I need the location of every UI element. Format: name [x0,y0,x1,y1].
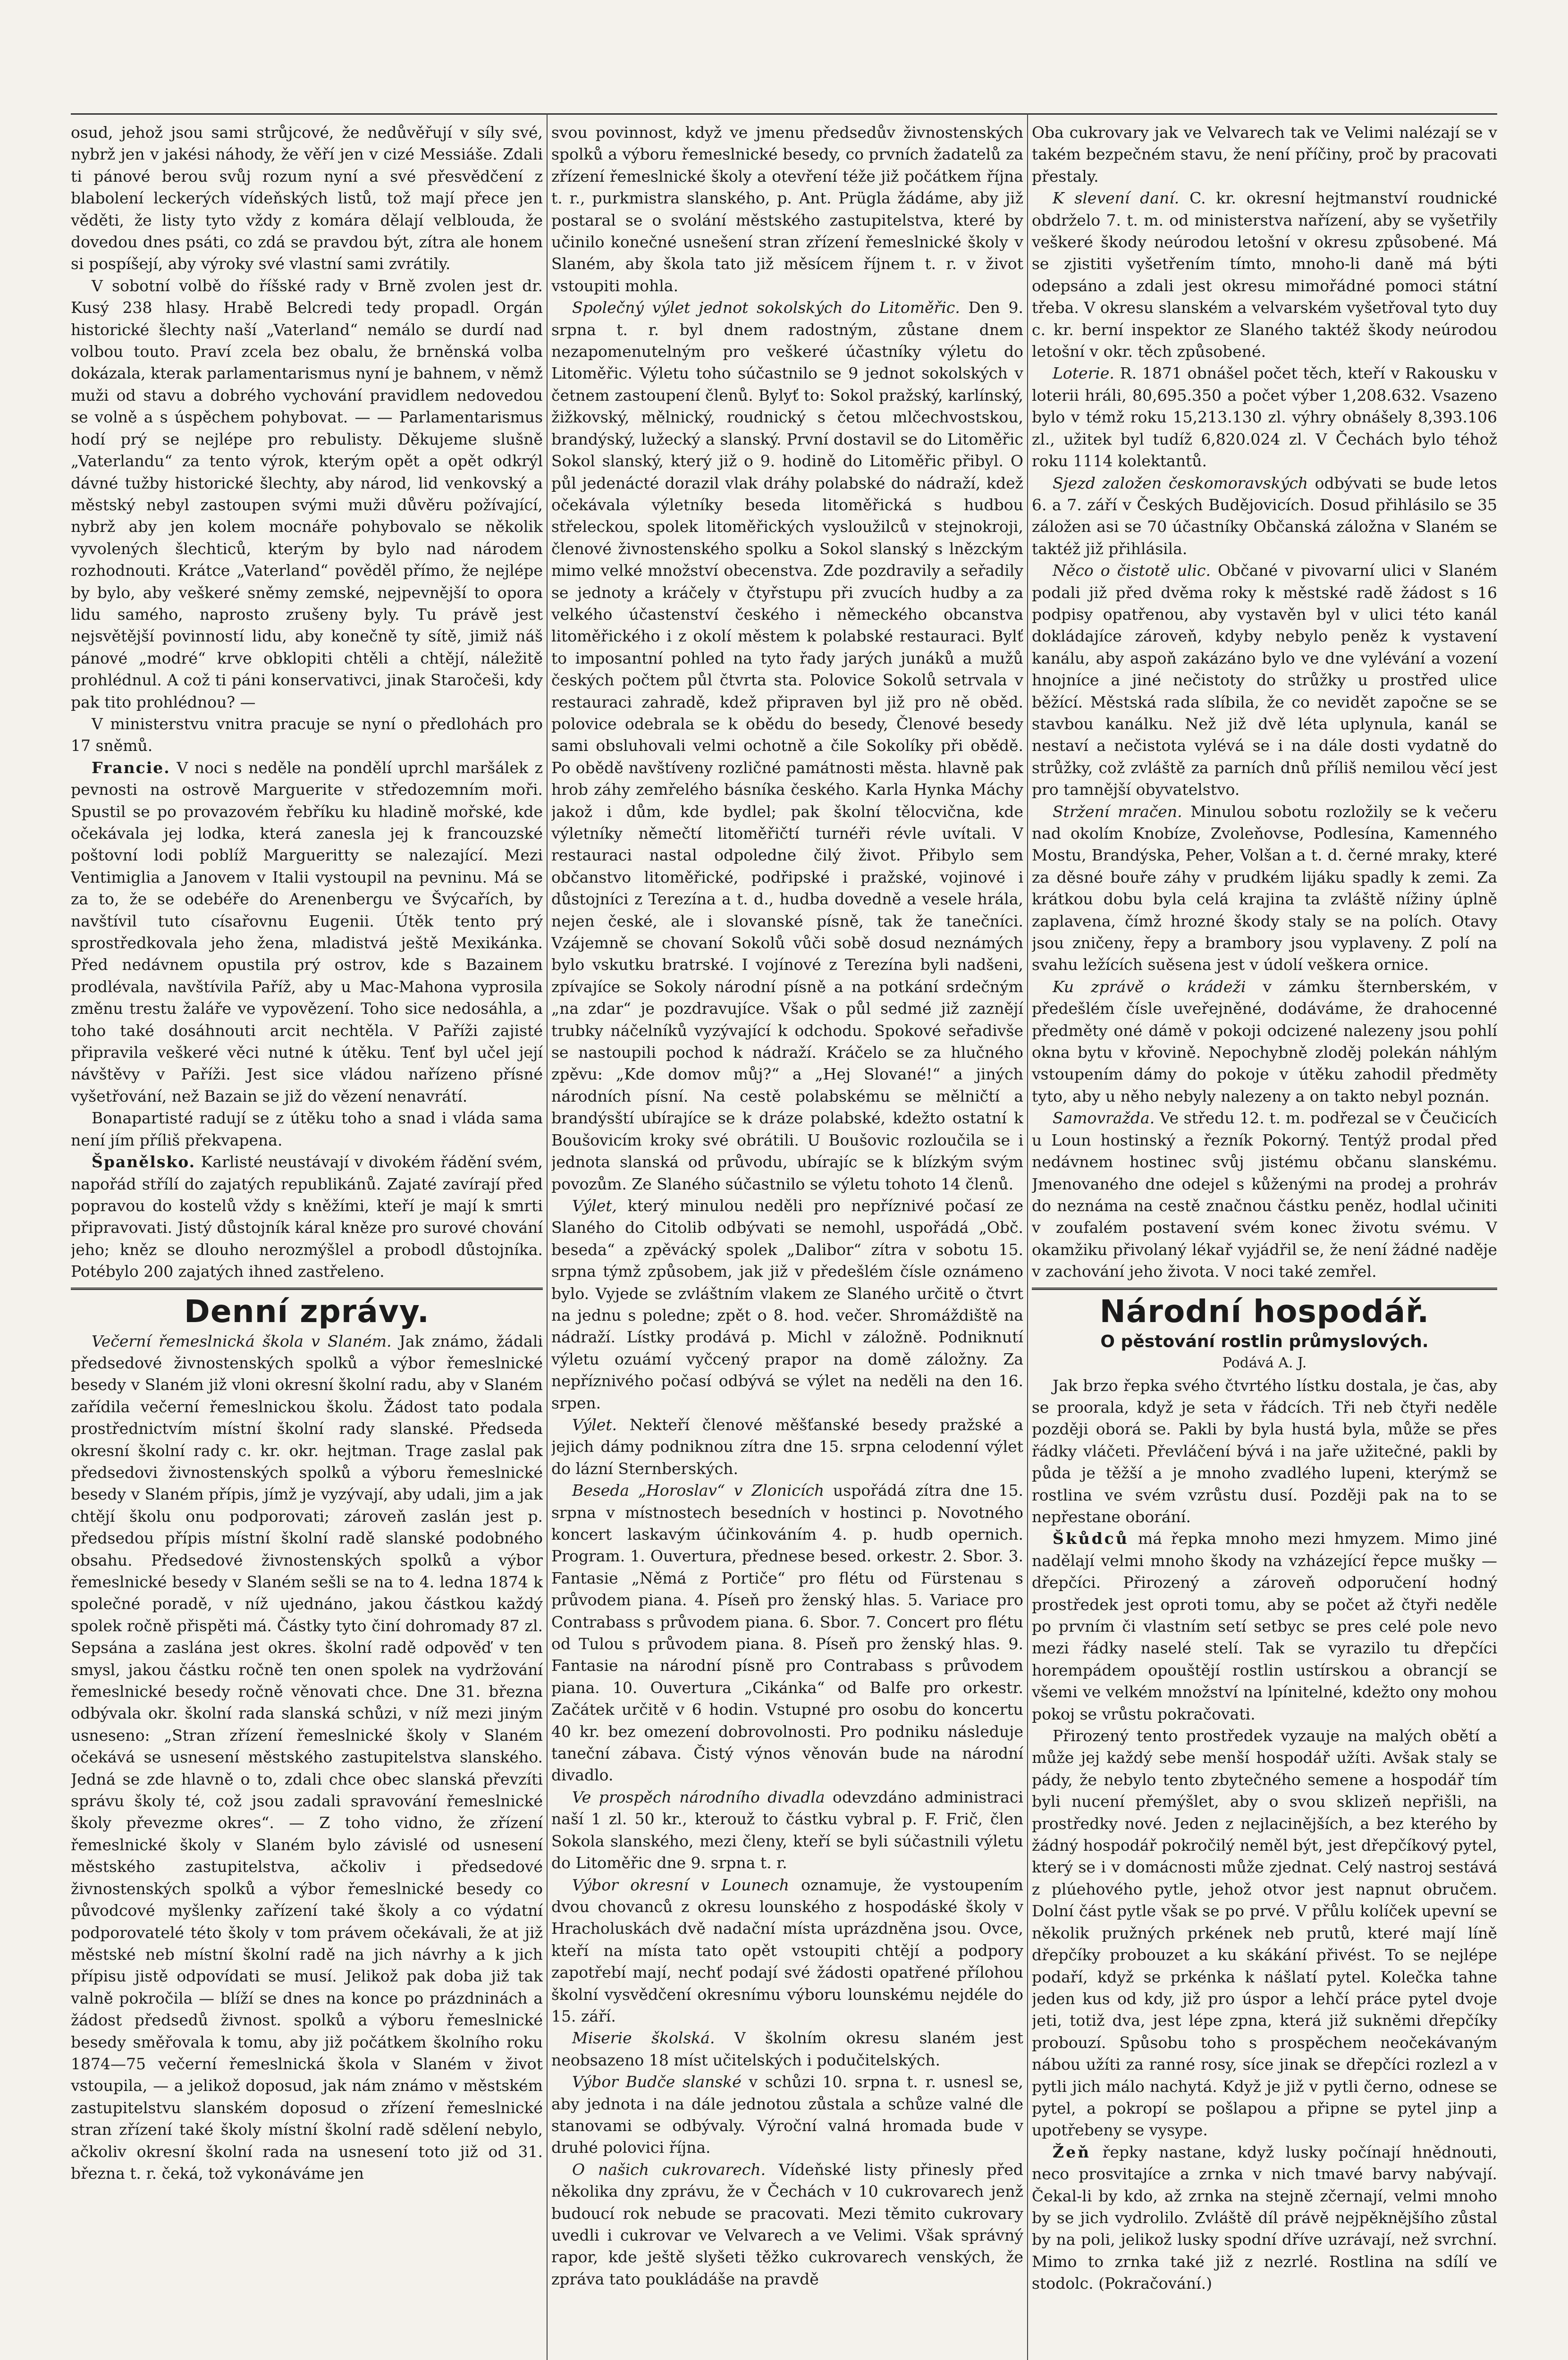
article-lead: Miserie školská. [572,2029,715,2048]
article-paragraph [1032,1725,1497,2141]
article-lead: Beseda „Horoslav“ v Zlonicích [572,1481,825,1500]
article-paragraph [71,713,543,757]
article-paragraph [1032,122,1497,187]
column-divider-1 [547,113,548,2360]
article-paragraph [1032,362,1497,472]
article-paragraph [1032,187,1497,362]
article-text: C. kr. okresní hejtmanství roudnické obdrželo 7. t. m. od ministerstva nařízení, aby se vyšetřily veškeré škody neúrodou letošní v okresu způsobené. Má se zjistiti vyšetřením tímto, mnoho-li daně má býti odepsáno a zdali jest okresu mimořádné pomoci státní třeba. V okresu slanském a velvarském vyšetřoval tyto duy c. kr. berní inspektor ze Slaného taktéž škody neúrodou letošní v okr. těch způsobené. [1032,189,1497,361]
article-lead: Ku zprávě o krádeži [1053,977,1246,996]
article-paragraph [71,275,543,713]
article-paragraph [1032,1528,1497,1725]
article-lead: Něco o čistotě ulic. [1053,561,1211,580]
article-text: Přirozený tento prostředek vyzauje na malých obětí a může jej každý sebe menší hospodář užíti. Avšak staly se pády, že nebylo tento zbytečného semene a hospodář tím byli nucení přemýšlet, aby o svou sklizeň nepřišli, na prostředky nové. Jeden z nejlacinějších, a bez kterého by žádný hospodář pokročilý neměl být, jest dřepčíkový pytel, který se i v domácnosti může zjednat. Celý nastroj sestává z plúehového pytle, jehož otvor jest napnut obručem. Dolní část pytle však se po prvé. V přůlu kolíček upevní se několik pružných prkének neb prutů, které mají líně dřepčíky probouzet a ku skákání přivést. To se nejlépe podaří, když se prkénka k nášlatí pytel. Kolečka tahne jeden kus od kdy, již pro úspor a lehčí práce pytel dvoje jeti, totiž dva, jest lépe zpna, která již sukněmi dřepčíky probouzí. Spůsobu toho s prospěchem neočekávaným nábou užíti za ranné rosy, síce jinak se dřepčíci rozlezl a v pytli jich málo nachytá. Když je již v pytli černo, odnese se pytel, a pokropí se pošlapou a připne se pytel jinp a upotřebeny se vysype. [1032,1727,1497,2140]
article-text: Karlisté neustávají v divokém řádění svém, napořád střílí do zajatých republikánů. Zajaté zavírají před popravou do kostelů vždy s kněžími, kteří je mají k smrti připravovati. Jistý důstojník káral kněze pro surové chování jeho; kněz se dlouho nerozmýšlel a probodl důstojníka. Potébylo 200 zajatých ihned zastřeleno. [71,1153,543,1281]
article-paragraph [71,757,543,1108]
article-lead: Výbor okresní v Lounech [572,1875,789,1894]
article-text: V noci s neděle na pondělí uprchl maršálek z pevnosti na ostrově Marguerite v středozemním moři. Spustil se po provazovém řebříku ku hladině mořské, kde očekávala jej lodka, která zanesla jej k francouzské poštovní lodi poblíž Margueritty se nalezající. Mezi Ventimiglia a Janovem v Italii vystoupil na pevninu. Má se za to, že se odebéře do Arenenbergu ve Švýcařích, by navštívil tuto císařovnu Eugenii. Útěk tento prý sprostředkovala jeho žena, mladistvá ještě Mexikánka. Před nedávnem opustila prý ostrov, kde s Bazainem prodlévala, navštívila Paříž, aby u Mac-Mahona vyprosila změnu trestu žaláře ve vypovězení. Toho sice nedosáhla, a toho také dosáhnouti arcit nechtěla. V Paříži zajisté připravila veškeré věci nutné k útěku. Tenť byl učel její návštěvy v Paříži. Jest sice vládou nařízeno přísné vyšetřování, než Bazain se již do vězení nenavrátí. [71,758,543,1105]
article-lead: Výlet. [572,1415,617,1434]
article-paragraph [551,1787,1023,1874]
article-lead: Samovražda. [1053,1109,1155,1128]
article-lead: Výbor Budče slanské [572,2073,742,2091]
article-paragraph [71,1151,543,1282]
article-lead: Ve prospěch národního divadla [572,1787,825,1806]
article-paragraph [551,2159,1023,2290]
article-lead: Francie. [92,758,170,777]
article-text: řepky nastane, když lusky počínají hnědnouti, neco prosvitajíce a zrnka v nich tmavé barvy nabývají. Čekal-li by kdo, až zrnka na stejně zčernají, velmi mnoho by se jich vydrolilo. Zvláště díl právě nejpěknějšího zůstal by na poli, jelikož lusky spodní dříve uzrávají, než svrchní. Mimo to zrnka také již z nezrlé. Rostlina na sdílí ve stodolc. (Pokračování.) [1032,2142,1497,2293]
article-title: O pěstování rostlin průmyslových. [1100,1332,1429,1351]
article-lead: O našich cukrovarech. [572,2160,766,2179]
article-paragraph [1032,1107,1497,1282]
article-byline: Podává A. J. [1222,1354,1307,1371]
article-text: Ve středu 12. t. m. podřezal se v Čeučicích u Loun hostinský a řezník Pokorný. Tentýž prodal před nedávnem hostinec svůj jistému občanu slanskému. Jmenovaného dne odejel s kůženými na prodej a prohráv do neznáma na cestě značnou částku peněz, hodlal učiniti v zoufalém postavení svém konec životu svému. V okamžiku přivolaný lékař vyjádřil se, že není žádné naděje v zachování jeho života. V noci také zemřel. [1032,1109,1497,1281]
article-paragraph [1032,1375,1497,1528]
article-lead: Škůdců [1053,1529,1129,1548]
column-2 [551,122,1023,2360]
article-paragraph [551,2027,1023,2071]
page-frame [71,113,1497,2360]
top-rule [71,113,1497,115]
column-divider-2 [1027,113,1028,2360]
article-text: uspořádá zítra dne 15. srpna v místnostech besedních v hostinci p. Novotného koncert laskavým účinkováním 4. p. hudb opernich. Program. 1. Ouvertura, přednese besed. orkestr. 2. Sbor. 3. Fantasie „Němá z Portiče“ pro flétu od Fürstenau s průvodem piana. 4. Píseň pro ženský hlas. 5. Variace pro Contrabass s průvodem piana. 6. Sbor. 7. Concert pro flétu od Tulou s průvodem piana. 8. Píseň pro ženský hlas. 9. Fantasie na národní písně pro Contrabass s průvodem piana. 10. Ouvertura „Cikánka“ od Balfe pro orkestr. Začátek určitě v 6 hodin. Vstupné pro osobu do koncertu 40 kr. bez omezení dobrovolnosti. Pro podniku následuje taneční zábava. Čistý výnos věnován bude na národní divadlo. [551,1481,1023,1785]
article-lead: Španělsko. [92,1153,196,1172]
article-paragraph [71,1107,543,1151]
article-lead: Sjezd založen českomoravských [1053,473,1308,492]
article-text: v schůzi 10. srpna t. r. usnesl se, aby jednota i na dále jednotou zůstala a schůze valné dle stanovami se odbývaly. Výroční valná hromada bude v druhé polovici října. [551,2073,1023,2157]
article-text: R. 1871 obnášel počet těch, kteří v Rakousku v loterii hráli, 80,695.350 a počet výber 1,208.632. Vsazeno bylo v témž roku 15,213.130 zl. výhry obnášely 8,393.106 zl., užitek byl tudíž 6,820.024 zl. V Čechách bylo téhož roku 1114 kolektantů. [1032,364,1497,471]
article-text: osud, jehož jsou sami strůjcové, že nedůvěřují v síly své, nybrž jen v jakési náhody, že věří jen v cizé Messiáše. Zdali ti pánové berou svůj rozum nyní a své přesvědčení z blabolení leckerých vídeňských listů, tož mají přece jen věděti, že listy tyto vždy z komára dělají velblouda, že dovedou dnes psáti, co zdá se pravdou být, zítra ale honem si pospíšejí, aby výroky své vlastní sami zvrátily. [71,123,543,273]
article-paragraph [1032,801,1497,976]
article-text: V sobotní volbě do říšské rady v Brně zvolen jest dr. Kusý 238 hlasy. Hrabě Belcredi tedy propadl. Orgán historické šlechty naší „Vaterland“ nemálo se durdí nad volbou touto. Praví zcela bez obalu, že brněnská volba dokázala, kterak parlamentarismus nyní je bahnem, v němž muži od stavu a dobrého vychování pravidlem nedovedou se volně a s úspěchem pohybovat. — — Parlamentarismus hodí prý se nejlépe pro rebulisty. Děkujeme slušně „Vaterlandu“ za tento výrok, kterým opět a opět odkrýl dávné tužby historické šlechty, aby národ, lid venkovský a městský nebyl zastoupen svými muži důvěru požívající, nybrž aby jen kolem mocnáře pohybovalo se několik vyvolených šlechticů, kterým by bylo nad národem rozhodnouti. Krátce „Vaterland“ pověděl přímo, že nejlépe by bylo, aby veškeré sněmy zemské, nejpevnější to opora lidu samého, naprosto zrušeny byly. Tu právě jest nejsvětější povinností lidu, aby konečně ty sítě, jimiž náš pánové „modré“ krve obklopiti chtěli a chtějí, náležitě prohlédnul. A což ti páni konservativci, jinak Staročeši, kdy pak tito prohlédnou? — [71,276,543,711]
article-paragraph [71,122,543,275]
article-text: V ministerstvu vnitra pracuje se nyní o předlohách pro 17 sněmů. [71,714,543,755]
section-rule [71,1288,543,1290]
article-paragraph [551,1874,1023,2028]
article-paragraph [551,297,1023,1195]
article-paragraph [1032,2141,1497,2295]
article-paragraph [1032,472,1497,560]
article-paragraph [1032,976,1497,1107]
article-text: svou povinnost, když ve jmenu předsedův živnostenských spolků a výboru řemeslnické besedy, co prvních žadatelů za zřízení řemeslnické školy a otevření téže již počátkem října t. r., purkmistra slanského, p. Ant. Prügla žádáme, aby již postaral se o svolání městského zastupitelstva, které by učinilo konečné usnešení stran zřízení řemeslnické školy v Slaném, aby škola tato již měsícem říjnem t. r. v život vstoupiti mohla. [551,123,1023,295]
article-lead: Stržení mračen. [1053,802,1182,821]
article-lead: Večerní řemeslnická škola v Slaném. [92,1332,392,1350]
article-lead: Loterie. [1053,364,1114,383]
section-heading: Národní hospodář. [1099,1293,1430,1330]
article-lead: Společný výlet jednot sokolských do Litoměřic. [572,298,960,317]
column-1 [71,122,543,2360]
article-text: Občané v pivovarní ulici v Slaném podali již před dvěma roky k městské radě žádost s 16 podpisy opatřenou, aby vystavěn byl v ulici této kanál dokládajíce zároveň, kdyby nebylo peněz k vystavení kanálu, aby aspoň zakázáno bylo ve dne vylévání a vození hnojníce a jiné nečistoty do strůžky u prostřed ulice běžící. Městská rada slíbila, že co nevidět započne se se stavbou kanálku. Než již dvě léta uplynula, kanál se nestaví a nečistota vylévá se i na dále dosti vydatně do strůžky, což zvláště za parních dnů příliš nemilou věcí jest pro tamnější obyvatelstvo. [1032,561,1497,799]
article-lead: Výlet, [572,1196,617,1215]
article-paragraph [551,2071,1023,2159]
article-text: oznamuje, že vystoupením dvou chovanců z okresu lounského z hospodáské školy v Hracholuskách dvě nadační místa uprázdněna jsou. Ovce, kteří na místa tato opět vstoupiti chtějí a podpory zapotřebí mají, nechť podají své žádosti opatřené přílohou školní vysvědčení okresnímu výboru lounskému nejdéle do 15. září. [551,1875,1023,2025]
section-rule [1032,1288,1497,1290]
article-text: který minulou neděli pro nepříznivé počasí ze Slaného do Citolib odbývati se nemohl, uspořádá „Obč. beseda“ a zpěvácký spolek „Dalibor“ zítra v sobotu 15. srpna týmž způsobem, jak již v předešlém čísle oznámeno bylo. Vyjede se zvláštním vlakem ze Slaného určitě o čtvrt na jednu s poledne; zpět o 8. hod. večer. Shromáždiště na nádraží. Lístky prodává p. Michl v záložně. Podniknutí výletu ozuámí vyčcený prapor na domě záložny. Za nepříznivého počasí odbývá se výlet na neděli na den 16. srpen. [551,1196,1023,1412]
article-text: Den 9. srpna t. r. byl dnem radostným, zůstane dnem nezapomenutelným pro veškeré účastníky výletu do Litoměřic. Výletu toho súčastnilo se 9 jednot sokolských v četnem zastoupení členů. Bylyť to: Sokol pražský, karlínský, žižkovský, mělnický, roudnický s četou mlčechvostskou, brandýský, lužecký a slanský. První dostavil se do Litoměřic Sokol slanský, který již o 9. hodině do Litoměřic přibyl. O půl jedenácté dorazil vlak dráhy polabské do nádraží, kdež očekávala výletníky beseda litoměřická s hudbou střeleckou, spolek litoměřických vysloužilců v stejnokroji, členové živnostenského spolku a Sokol slanský s lnězckým mimo velké množství obecenstva. Zde pozdravily a seřadily se jednoty a kráčely v čtyřstupu při zvucích hudby a za velkého účastenství českého i německého obcanstva litoměřického i z okolí městem k polabské restauraci. Bylť to imposantní pohled na tyto řady jarých junáků a mužů českých počtem půl čtvrta sta. Polovice Sokolů setrvala v restauraci zahradě, kdež připraven byl již pro ně oběd. polovice odebrala se k obědu do besedy, Členové besedy sami obsluhovali velmi ochotně a čile Sokolíky při obědě. Po obědě navštíveny rozličné památnosti města. hlavně pak hrob záhy zemřelého básníka českého. Karla Hynka Máchy jakož i dům, kde bydlel; pak školní tělocvična, kde výletníky němečtí litoměřičtí turnéři révle uvítali. V restauraci nastal odpoledne čilý život. Přibylo sem občanstvo litoměřické, podřipské i pražské, vojinové i důstojníci z Terezína a t. d., hudba dovedně a vesele hrála, nejen české, ale i slovanské písně, tak že tanečníci. Vzájemně se chovaní Sokolů vůči sobě dosud neznámých bylo vskutku bratrské. I vojínové z Terezína byli nadšeni, zpívajíce se Sokoly národní písně a na potkání srdečným „na zdar“ je pozdravujíce. Však o půl sedmé již zaznějí trubky náčelníků vyzývající k odchodu. Spokové seřadivše se nastoupili pochod k nádraží. Kráčelo se za hlučného zpěvu: „Kde domov můj?“ a „Hej Slované!“ a jiných národních písní. Na cestě polabskému se mělničtí a brandýsští ubírajíce se k dráze polabské, kdežto ostatní k Boušovicím kroky své obrátili. U Boušovic rozloučila se i jednota slanská od průvodu, ubírajíc se k blízkým svým povozům. Ze Slaného súčastnilo se výletu tohoto 14 členů. [551,298,1023,1193]
article-paragraph [1032,560,1497,801]
article-paragraph [551,1480,1023,1787]
article-text: odbývati se bude letos 6. a 7. září v Českých Budějovicích. Dosud přihlásilo se 35 záložen asi se 70 účastníky Občanská záložna v Slaném se taktéž již přihlásila. [1032,473,1497,558]
article-paragraph [551,1414,1023,1480]
column-3 [1032,122,1497,2360]
article-lead: K slevení daní. [1053,189,1180,208]
article-text: v zámku šternberském, v předešlém čísle uveřejněné, dodáváme, že drahocenné předměty oné dámě v pokoji odcizené nalezeny jsou pohlí okna bytu v křovině. Nepochybně zloděj polekán náhlým vstoupením dámy do pokoje v útěku zahodil předměty tyto, aby u něho nebyly nalezeny a on takto nebyl poznán. [1032,977,1497,1105]
article-text: Oba cukrovary jak ve Velvarech tak ve Velimi nalézají se v takém bezpečném stavu, že není příčiny, proč by pracovati přestaly. [1032,123,1497,185]
article-text: V školním okresu slaném jest neobsazeno 18 míst učitelských i podučitelských. [551,2029,1023,2069]
article-text: odevzdáno administraci naší 1 zl. 50 kr., kterouž to částku vybral p. F. Frič, člen Sokola slanského, mezi členy, kteří se byli súčastnili výletu do Litoměřic dne 9. srpna t. r. [551,1787,1023,1872]
article-text: Jak známo, žádali předsedové živnostenských spolků a výbor řemeslnické besedy v Slaném již vloni okresní školní radu, aby v Slaném zařídila večerní řemeslnickou školu. Žádost tato podala prostřednictvím místní školní rady slanské. Předseda okresní školní rady c. kr. okr. hejtman. Trage zaslal pak předsedovi živnostenských spolků a výboru řemeslnické besedy v Slaném přípis, jímž je vyzývají, aby udali, jim a jak chtějí školu onu podporovati; zároveň zaslán jest p. předsedou přípis místní školní radě slanské podobného obsahu. Předsedové živnostenských spolků a výbor řemeslnické besedy v Slaném sešli se na to 4. ledna 1874 k společné poradě, v níž ujednáno, jakou částkou každý spolek ročně přispěti má. Částky tyto činí dohromady 87 zl. Sepsána a zaslána jest okres. školní radě odpověď v ten smysl, jakou částku ročně ten onen spolek na vydržování řemeslnické besedy ročně věnovati chce. Dne 31. března odbývala okr. školní rada slanská schůzi, v níž mezi jiným usneseno: „Stran zřízení řemeslnické školy v Slaném očekává se usnesení městského zastupitelstva slanského. Jedná se zde hlavně o to, zdali chce obec slanská převzíti správu školy té, což jsou zadali spravování řemeslnické školy převezme okres“. — Z toho vidno, že zřízení řemeslnické školy v Slaném bylo závislé od usnesení městského zastupitelstva, ačkoliv i předsedové živnostenských spolků a výbor řemeslnické besedy co původcové myšlenky zařízení také školy a co výdatní podporovatelé této školy v tom právem očekávali, že at již městské neb místní školní radě na jich návrhy a k jich přípisu jistě odpovídati se musí. Jelikož pak doba již tak valně pokročila — blíží se dnes na konce po prázdninách a žádost předsedů živnost. spolků a výboru řemeslnické besedy směřovala k tomu, aby již počátkem školního roku 1874—75 večerní řemeslnická škola v Slaném v život vstoupila, — a jelikož doposud, jak nám známo v městském zastupitelstvu slanském doposud o zřízení řemeslnické stran zřízení také školy místní školní radě sdělení nebylo, ačkoliv okresní školní rada na usnesení toto již od 31. března t. r. čeká, tož vykonáváme jen [71,1332,543,2183]
article-paragraph [551,1195,1023,1414]
article-text: Vídeňské listy přinesly před několika dny zprávu, že v Čechách v 10 cukrovarech jenž budoucí rok nebude se pracovati. Mezi těmito cukrovary uvedli i cukrovar ve Velvarech a ve Velimi. Však správný rapor, kde ještě slyšeti těžko cukrovarech venských, že zpráva tato poukládáše na pravdě [551,2160,1023,2288]
article-text: Minulou sobotu rozložily se k večeru nad okolím Knobíze, Zvoleňovse, Podlesína, Kamenného Mostu, Brandýska, Peher, Volšan a t. d. černé mraky, které za děsné bouře záhy v prudkém lijáku spadly k zemi. Za krátkou dobu byla celá krajina ta zvláště nížiny úplně zaplavena, čímž hrozné škody staly se na polích. Otavy jsou zničeny, řepy a brambory jsou vyplaveny. Z polí na svahu ležících suěsena jest v údolí veškera ornice. [1032,802,1497,974]
article-text: Nekteří členové měšťanské besedy pražské a jejich dámy podniknou zítra dne 15. srpna celodenní výlet do lázní Sternberských. [551,1415,1023,1478]
article-text: má řepka mnoho mezi hmyzem. Mimo jiné nadělají velmi mnoho škody na vzházející řepce mušky — dřepčíci. Přirozený a zároveň odporučení hodný prostředek jest oproti tomu, aby se počet až čtyři neděle po prvním či vlastním setí setbyc se pres celé pole nevo mezi řádky naselé stelí. Tak se vyrazilo tu dřepčíci horempádem opouštějí rostlin ustírskou a obrancjí se všemi ve velkém množství na lpínitelné, kdežto ony mohou pokoj se vrůstu pokračovati. [1032,1529,1497,1723]
article-text: Jak brzo řepka svého čtvrtého lístku dostala, je čas, aby se proorala, když je seta v řádcích. Tři neb čtyři neděle později oborá se. Pakli by byla hustá byla, může se přes řádky vláčeti. Převláčení bývá i na jaře užitečné, pakli by půda je těžší a je mnoho zvadlého lupeni, kterýmž se rostlina ve svém vzrůstu dusí. Později pak na to se nepřestane oborání. [1032,1376,1497,1526]
article-paragraph [551,122,1023,297]
article-text: Bonapartisté radují se z útěku toho a snad i vláda sama není jím příliš překvapena. [71,1109,543,1149]
section-heading: Denní zprávy. [184,1293,430,1330]
article-lead: Žeň [1053,2142,1091,2161]
article-paragraph [71,1331,543,2185]
